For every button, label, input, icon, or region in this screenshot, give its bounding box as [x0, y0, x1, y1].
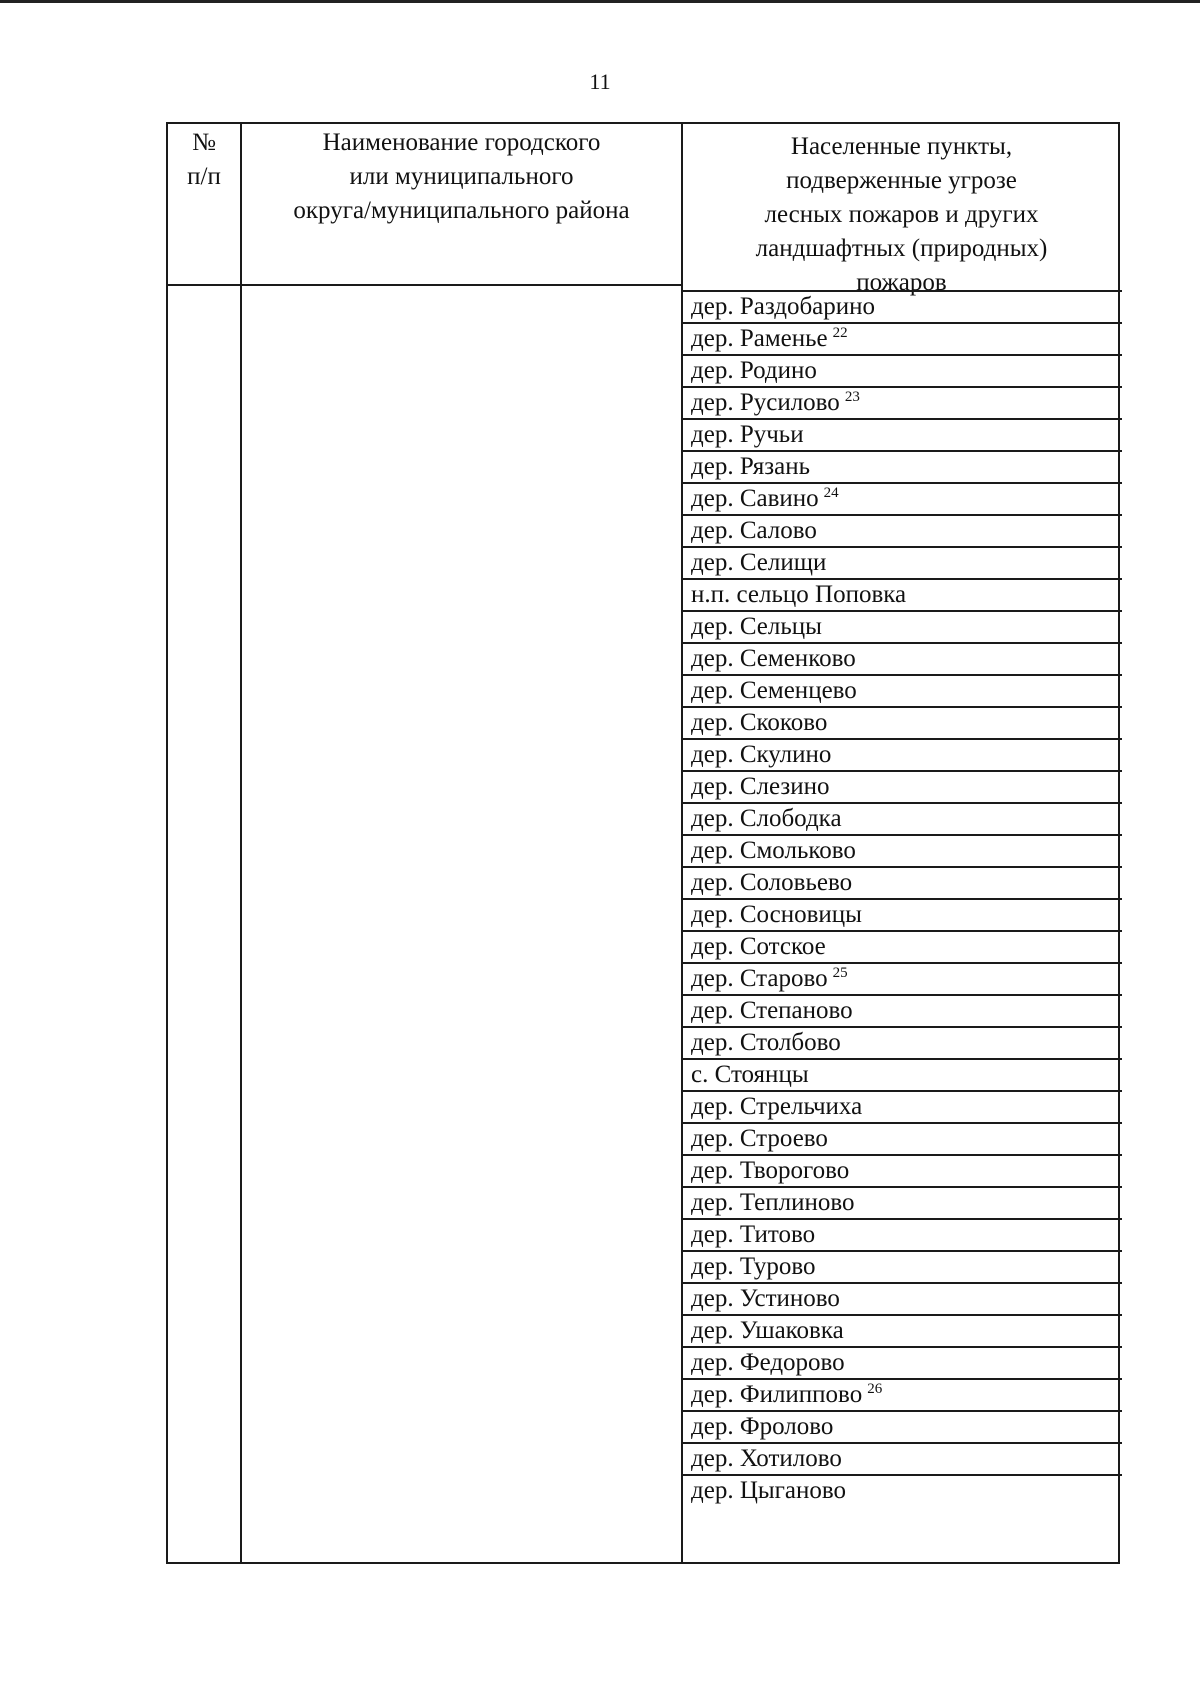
settlement-name: дер. Хотилово: [691, 1445, 842, 1472]
settlements-table: [166, 122, 1120, 1564]
header-settlements-line: лесных пожаров и других: [764, 201, 1039, 228]
settlement-name: дер. Семенково: [691, 645, 856, 672]
footnote-marker: 26: [867, 1380, 883, 1397]
settlement-row: [683, 674, 1122, 706]
footnote-marker: 24: [823, 484, 839, 501]
header-settlements-line: Населенные пункты,: [790, 133, 1013, 160]
settlement-name: дер. Ушаковка: [691, 1317, 844, 1344]
settlement-name: дер. Слободка: [691, 805, 842, 832]
settlement-name: дер. Фролово: [691, 1413, 834, 1440]
settlement-row: [683, 1378, 1122, 1410]
settlement-name: с. Стоянцы: [691, 1061, 809, 1088]
settlement-row: [683, 1218, 1122, 1250]
settlement-name: дер. Устиново: [691, 1285, 840, 1312]
page-number: 11: [589, 69, 611, 94]
settlement-name: дер. Ручьи: [691, 421, 804, 448]
settlement-row: [683, 866, 1122, 898]
settlement-row: [683, 1474, 1122, 1506]
settlement-row: [683, 1410, 1122, 1442]
header-number-column: [168, 124, 240, 194]
settlement-name: дер. Степаново: [691, 997, 853, 1024]
settlement-name: дер. Салово: [691, 517, 817, 544]
settlement-row: [683, 418, 1122, 450]
footnote-marker: 23: [844, 388, 860, 405]
settlement-name: дер. Русилово: [691, 389, 840, 416]
settlement-row: [683, 322, 1122, 354]
settlement-name: дер. Титово: [691, 1221, 816, 1248]
header-number-line: п/п: [187, 163, 221, 190]
settlement-name: дер. Цыганово: [691, 1477, 847, 1504]
settlement-row: [683, 770, 1122, 802]
settlement-name: дер. Сотское: [691, 933, 826, 960]
settlement-name: дер. Соловьево: [691, 869, 853, 896]
settlement-row: [683, 1090, 1122, 1122]
header-settlements-line: ландшафтных (природных): [755, 235, 1048, 262]
settlement-row: [683, 290, 1122, 322]
header-divider: [168, 284, 681, 286]
settlement-row: [683, 706, 1122, 738]
settlement-name: дер. Родино: [691, 357, 817, 384]
settlement-row: [683, 738, 1122, 770]
settlement-name: дер. Раменье: [691, 325, 828, 352]
header-settlements-line: пожаров: [856, 269, 947, 296]
settlement-name: дер. Теплиново: [691, 1189, 855, 1216]
settlement-row: [683, 962, 1122, 994]
settlement-name: дер. Савино: [691, 485, 819, 512]
header-number-line: №: [192, 129, 216, 156]
settlement-row: [683, 1154, 1122, 1186]
settlement-name: дер. Раздобарино: [691, 293, 876, 320]
settlement-row: [683, 578, 1122, 610]
footnote-marker: 25: [832, 964, 848, 981]
settlement-name: дер. Федорово: [691, 1349, 845, 1376]
settlement-row: [683, 1058, 1122, 1090]
settlement-row: [683, 1122, 1122, 1154]
settlement-name: дер. Семенцево: [691, 677, 857, 704]
settlement-row: [683, 610, 1122, 642]
column-divider: [240, 124, 242, 1562]
settlement-name: дер. Турово: [691, 1253, 816, 1280]
settlement-row: [683, 1442, 1122, 1474]
settlement-row: [683, 1346, 1122, 1378]
settlement-name: дер. Скулино: [691, 741, 832, 768]
settlement-name: дер. Сосновицы: [691, 901, 862, 928]
settlement-row: [683, 514, 1122, 546]
settlement-row: [683, 898, 1122, 930]
settlement-name: дер. Смольково: [691, 837, 856, 864]
settlement-row: [683, 354, 1122, 386]
settlement-name: н.п. сельцо Поповка: [691, 581, 907, 608]
settlement-name: дер. Скоково: [691, 709, 828, 736]
header-settlements-line: подверженные угрозе: [786, 167, 1017, 194]
settlement-name: дер. Строево: [691, 1125, 828, 1152]
settlement-row: [683, 642, 1122, 674]
settlement-row: [683, 450, 1122, 482]
settlement-name: дер. Рязань: [691, 453, 811, 480]
settlement-name: дер. Слезино: [691, 773, 830, 800]
settlement-name: дер. Филиппово: [691, 1381, 863, 1408]
settlement-name: дер. Стрельчиха: [691, 1093, 863, 1120]
header-district-line: Наименование городского: [322, 129, 601, 156]
settlement-row: [683, 930, 1122, 962]
header-settlements-column: [683, 124, 1120, 300]
settlement-row: [683, 1282, 1122, 1314]
settlement-name: дер. Селищи: [691, 549, 827, 576]
settlement-row: [683, 386, 1122, 418]
settlement-row: [683, 994, 1122, 1026]
settlements-list: [683, 290, 1122, 1506]
header-district-line: округа/муниципального района: [293, 197, 630, 224]
settlement-name: дер. Столбово: [691, 1029, 841, 1056]
settlement-name: дер. Творогово: [691, 1157, 850, 1184]
settlement-row: [683, 802, 1122, 834]
header-district-name-column: [242, 124, 681, 228]
settlement-row: [683, 1250, 1122, 1282]
settlement-row: [683, 834, 1122, 866]
settlement-row: [683, 1186, 1122, 1218]
settlement-row: [683, 482, 1122, 514]
footnote-marker: 22: [832, 324, 848, 341]
settlement-name: дер. Сельцы: [691, 613, 822, 640]
settlement-row: [683, 546, 1122, 578]
top-edge-rule: [0, 0, 1200, 3]
header-district-line: или муниципального: [349, 163, 574, 190]
settlement-row: [683, 1026, 1122, 1058]
settlement-name: дер. Старово: [691, 965, 828, 992]
settlement-row: [683, 1314, 1122, 1346]
